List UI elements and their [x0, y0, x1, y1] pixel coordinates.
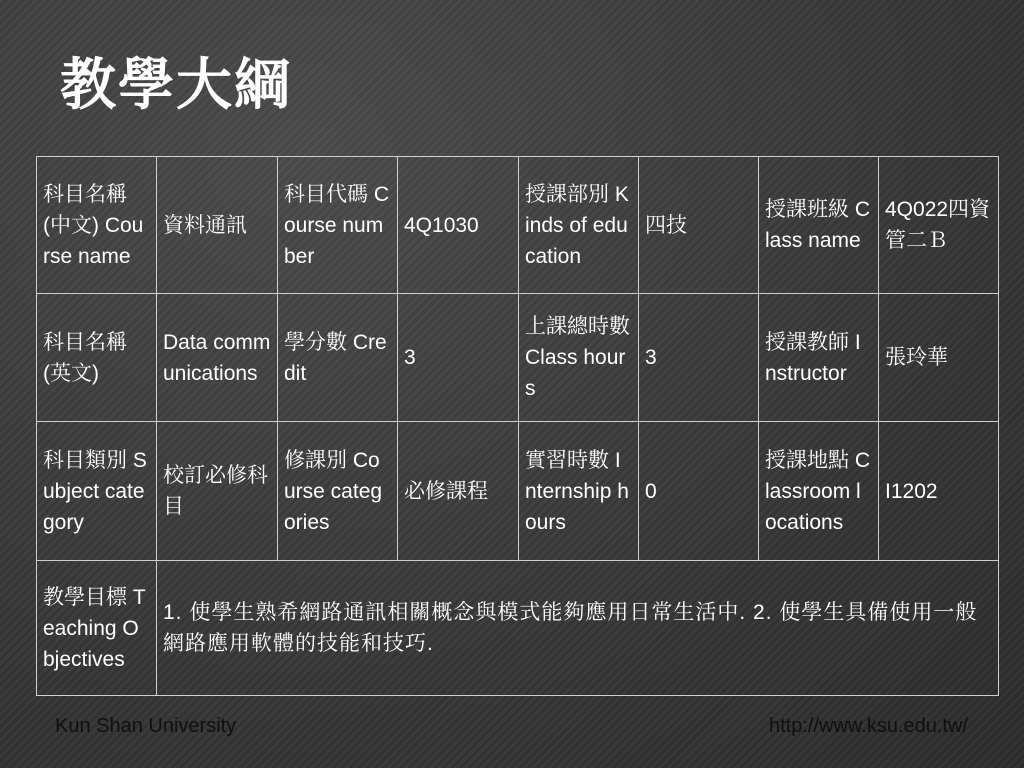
credit-value: 3	[398, 294, 519, 422]
subject-category-value: 校訂必修科目	[157, 422, 278, 561]
class-name-label: 授課班級 Class name	[759, 157, 879, 294]
course-name-zh-label: 科目名稱(中文) Course name	[37, 157, 157, 294]
course-name-en-value: Data communications	[157, 294, 278, 422]
course-categories-label: 修課別 Course categories	[278, 422, 398, 561]
course-number-value: 4Q1030	[398, 157, 519, 294]
table-row	[37, 561, 999, 696]
table-row	[37, 294, 999, 422]
course-name-zh-value: 資料通訊	[157, 157, 278, 294]
classroom-locations-label: 授課地點 Classroom locations	[759, 422, 879, 561]
classroom-locations-value: I1202	[879, 422, 999, 561]
education-kind-value: 四技	[639, 157, 759, 294]
class-hours-value: 3	[639, 294, 759, 422]
course-number-label: 科目代碼 Course number	[278, 157, 398, 294]
instructor-value: 張玲華	[879, 294, 999, 422]
course-name-en-label: 科目名稱(英文)	[37, 294, 157, 422]
education-kind-label: 授課部別 Kinds of education	[519, 157, 639, 294]
class-hours-label: 上課總時數 Class hours	[519, 294, 639, 422]
footer-university: Kun Shan University	[55, 715, 237, 737]
subject-category-label: 科目類別 Subject category	[37, 422, 157, 561]
internship-hours-value: 0	[639, 422, 759, 561]
credit-label: 學分數 Credit	[278, 294, 398, 422]
course-outline-table	[36, 156, 999, 696]
course-categories-value: 必修課程	[398, 422, 519, 561]
footer-url: http://www.ksu.edu.tw/	[769, 715, 968, 737]
teaching-objectives-label: 教學目標 Teaching Objectives	[37, 561, 157, 696]
table-row	[37, 157, 999, 294]
internship-hours-label: 實習時數 Internship hours	[519, 422, 639, 561]
teaching-objectives-value: 1. 使學生熟希網路通訊相關概念與模式能夠應用日常生活中. 2. 使學生具備使用一般網路應用軟體的技能和技巧.	[157, 561, 999, 696]
table-row	[37, 422, 999, 561]
instructor-label: 授課教師 Instructor	[759, 294, 879, 422]
slide-title: 教學大綱	[60, 53, 292, 118]
class-name-value: 4Q022四資管二Ｂ	[879, 157, 999, 294]
